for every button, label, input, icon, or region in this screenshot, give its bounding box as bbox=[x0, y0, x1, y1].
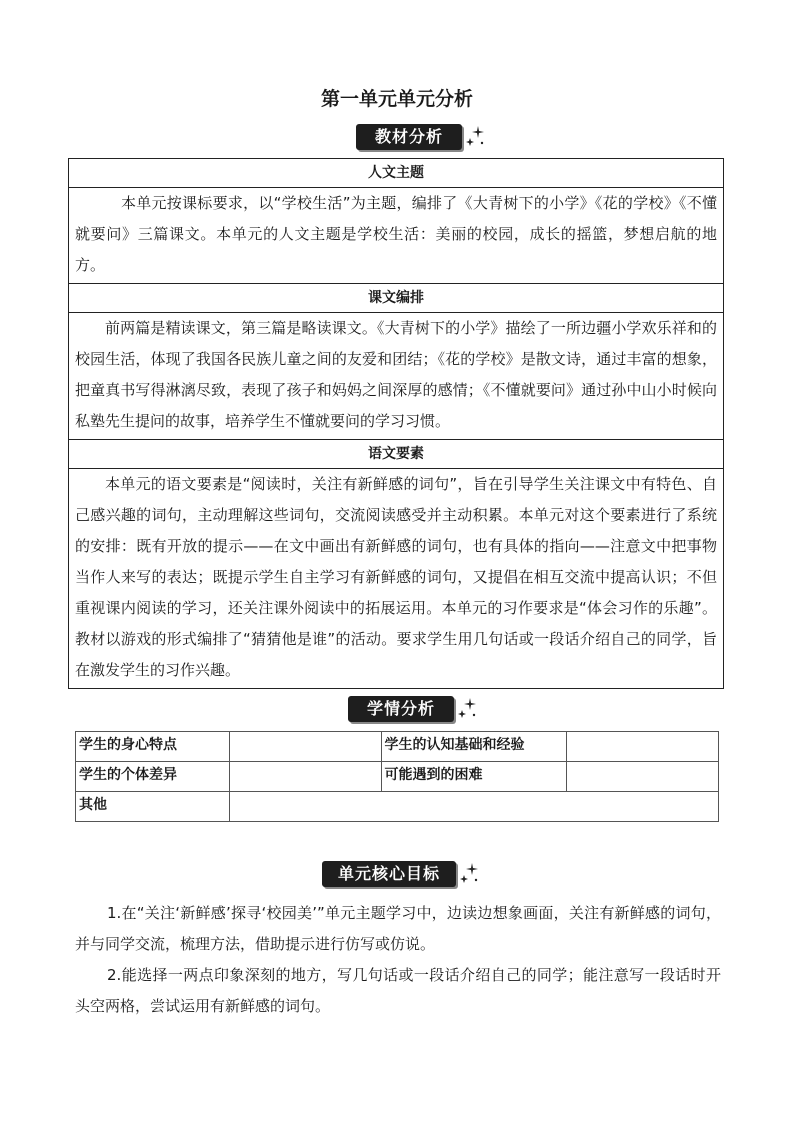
section-heading-arrangement: 课文编排 bbox=[69, 284, 723, 313]
table-cell-value[interactable] bbox=[567, 762, 719, 792]
core-goals-list bbox=[75, 898, 721, 1022]
textbook-analysis-banner bbox=[356, 124, 462, 150]
core-goals-banner bbox=[322, 861, 456, 887]
section-heading-theme: 人文主题 bbox=[69, 159, 723, 188]
table-cell-label: 学生的身心特点 bbox=[76, 732, 230, 762]
student-analysis-banner bbox=[348, 696, 454, 722]
student-analysis-label: 学情分析 bbox=[366, 699, 435, 718]
textbook-analysis-box bbox=[68, 158, 724, 689]
table-row bbox=[76, 762, 719, 792]
student-analysis-table bbox=[75, 731, 719, 822]
sparkle-icon bbox=[464, 122, 486, 152]
table-cell-label: 学生的个体差异 bbox=[76, 762, 230, 792]
table-row bbox=[76, 732, 719, 762]
page-title: 第一单元单元分析 bbox=[320, 88, 473, 110]
section-heading-language-elements: 语文要素 bbox=[69, 440, 723, 469]
goal-item: 1.在“关注‘新鲜感’探寻‘校园美’”单元主题学习中，边读边想象画面，关注有新鲜感的词句，并与同学交流，梳理方法，借助提示进行仿写或仿说。 bbox=[75, 904, 721, 953]
table-cell-value[interactable] bbox=[229, 762, 381, 792]
table-cell-label: 学生的认知基础和经验 bbox=[381, 732, 567, 762]
section-body-language-elements: 本单元的语文要素是“阅读时，关注有新鲜感的词句”，旨在引导学生关注课文中有特色、自己感兴趣的词句，主动理解这些词句，交流阅读感受并主动积累。本单元对这个要素进行了系统的安排：既有开放的提示——在文中画出有新鲜感的词句，也有具体的指向——注意文中把事物当作人来写的表达；既提示学生自主学习有新鲜感的词句，又提倡在相互交流中提高认识；不但重视课内阅读的学习，还关注课外阅读中的拓展运用。本单元的习作要求是“体会习作的乐趣”。教材以游戏的形式编排了“猜猜他是谁”的活动。要求学生用几句话或一段话介绍自己的同学，旨在激发学生的习作兴趣。 bbox=[75, 475, 717, 679]
core-goals-label: 单元核心目标 bbox=[337, 864, 440, 883]
textbook-analysis-label: 教材分析 bbox=[374, 127, 443, 146]
table-cell-label: 其他 bbox=[76, 792, 230, 822]
table-cell-value[interactable] bbox=[229, 792, 718, 822]
table-row bbox=[76, 792, 719, 822]
table-cell-value[interactable] bbox=[567, 732, 719, 762]
section-body-arrangement: 前两篇是精读课文，第三篇是略读课文。《大青树下的小学》描绘了一所边疆小学欢乐祥和的校园生活，体现了我国各民族儿童之间的友爱和团结；《花的学校》是散文诗，通过丰富的想象，把童真书写得淋漓尽致，表现了孩子和妈妈之间深厚的感情；《不懂就要问》通过孙中山小时候向私塾先生提问的故事，培养学生不懂就要问的学习习惯。 bbox=[75, 319, 717, 430]
goal-item: 2.能选择一两点印象深刻的地方，写几句话或一段话介绍自己的同学；能注意写一段话时开头空两格，尝试运用有新鲜感的词句。 bbox=[75, 966, 721, 1015]
table-cell-value[interactable] bbox=[229, 732, 381, 762]
section-body-theme: 本单元按课标要求，以“学校生活”为主题，编排了《大青树下的小学》《花的学校》《不懂就要问》三篇课文。本单元的人文主题是学校生活：美丽的校园，成长的摇篮，梦想启航的地方。 bbox=[75, 194, 717, 274]
table-cell-label: 可能遇到的困难 bbox=[381, 762, 567, 792]
sparkle-icon bbox=[458, 859, 480, 889]
sparkle-icon bbox=[456, 694, 478, 724]
